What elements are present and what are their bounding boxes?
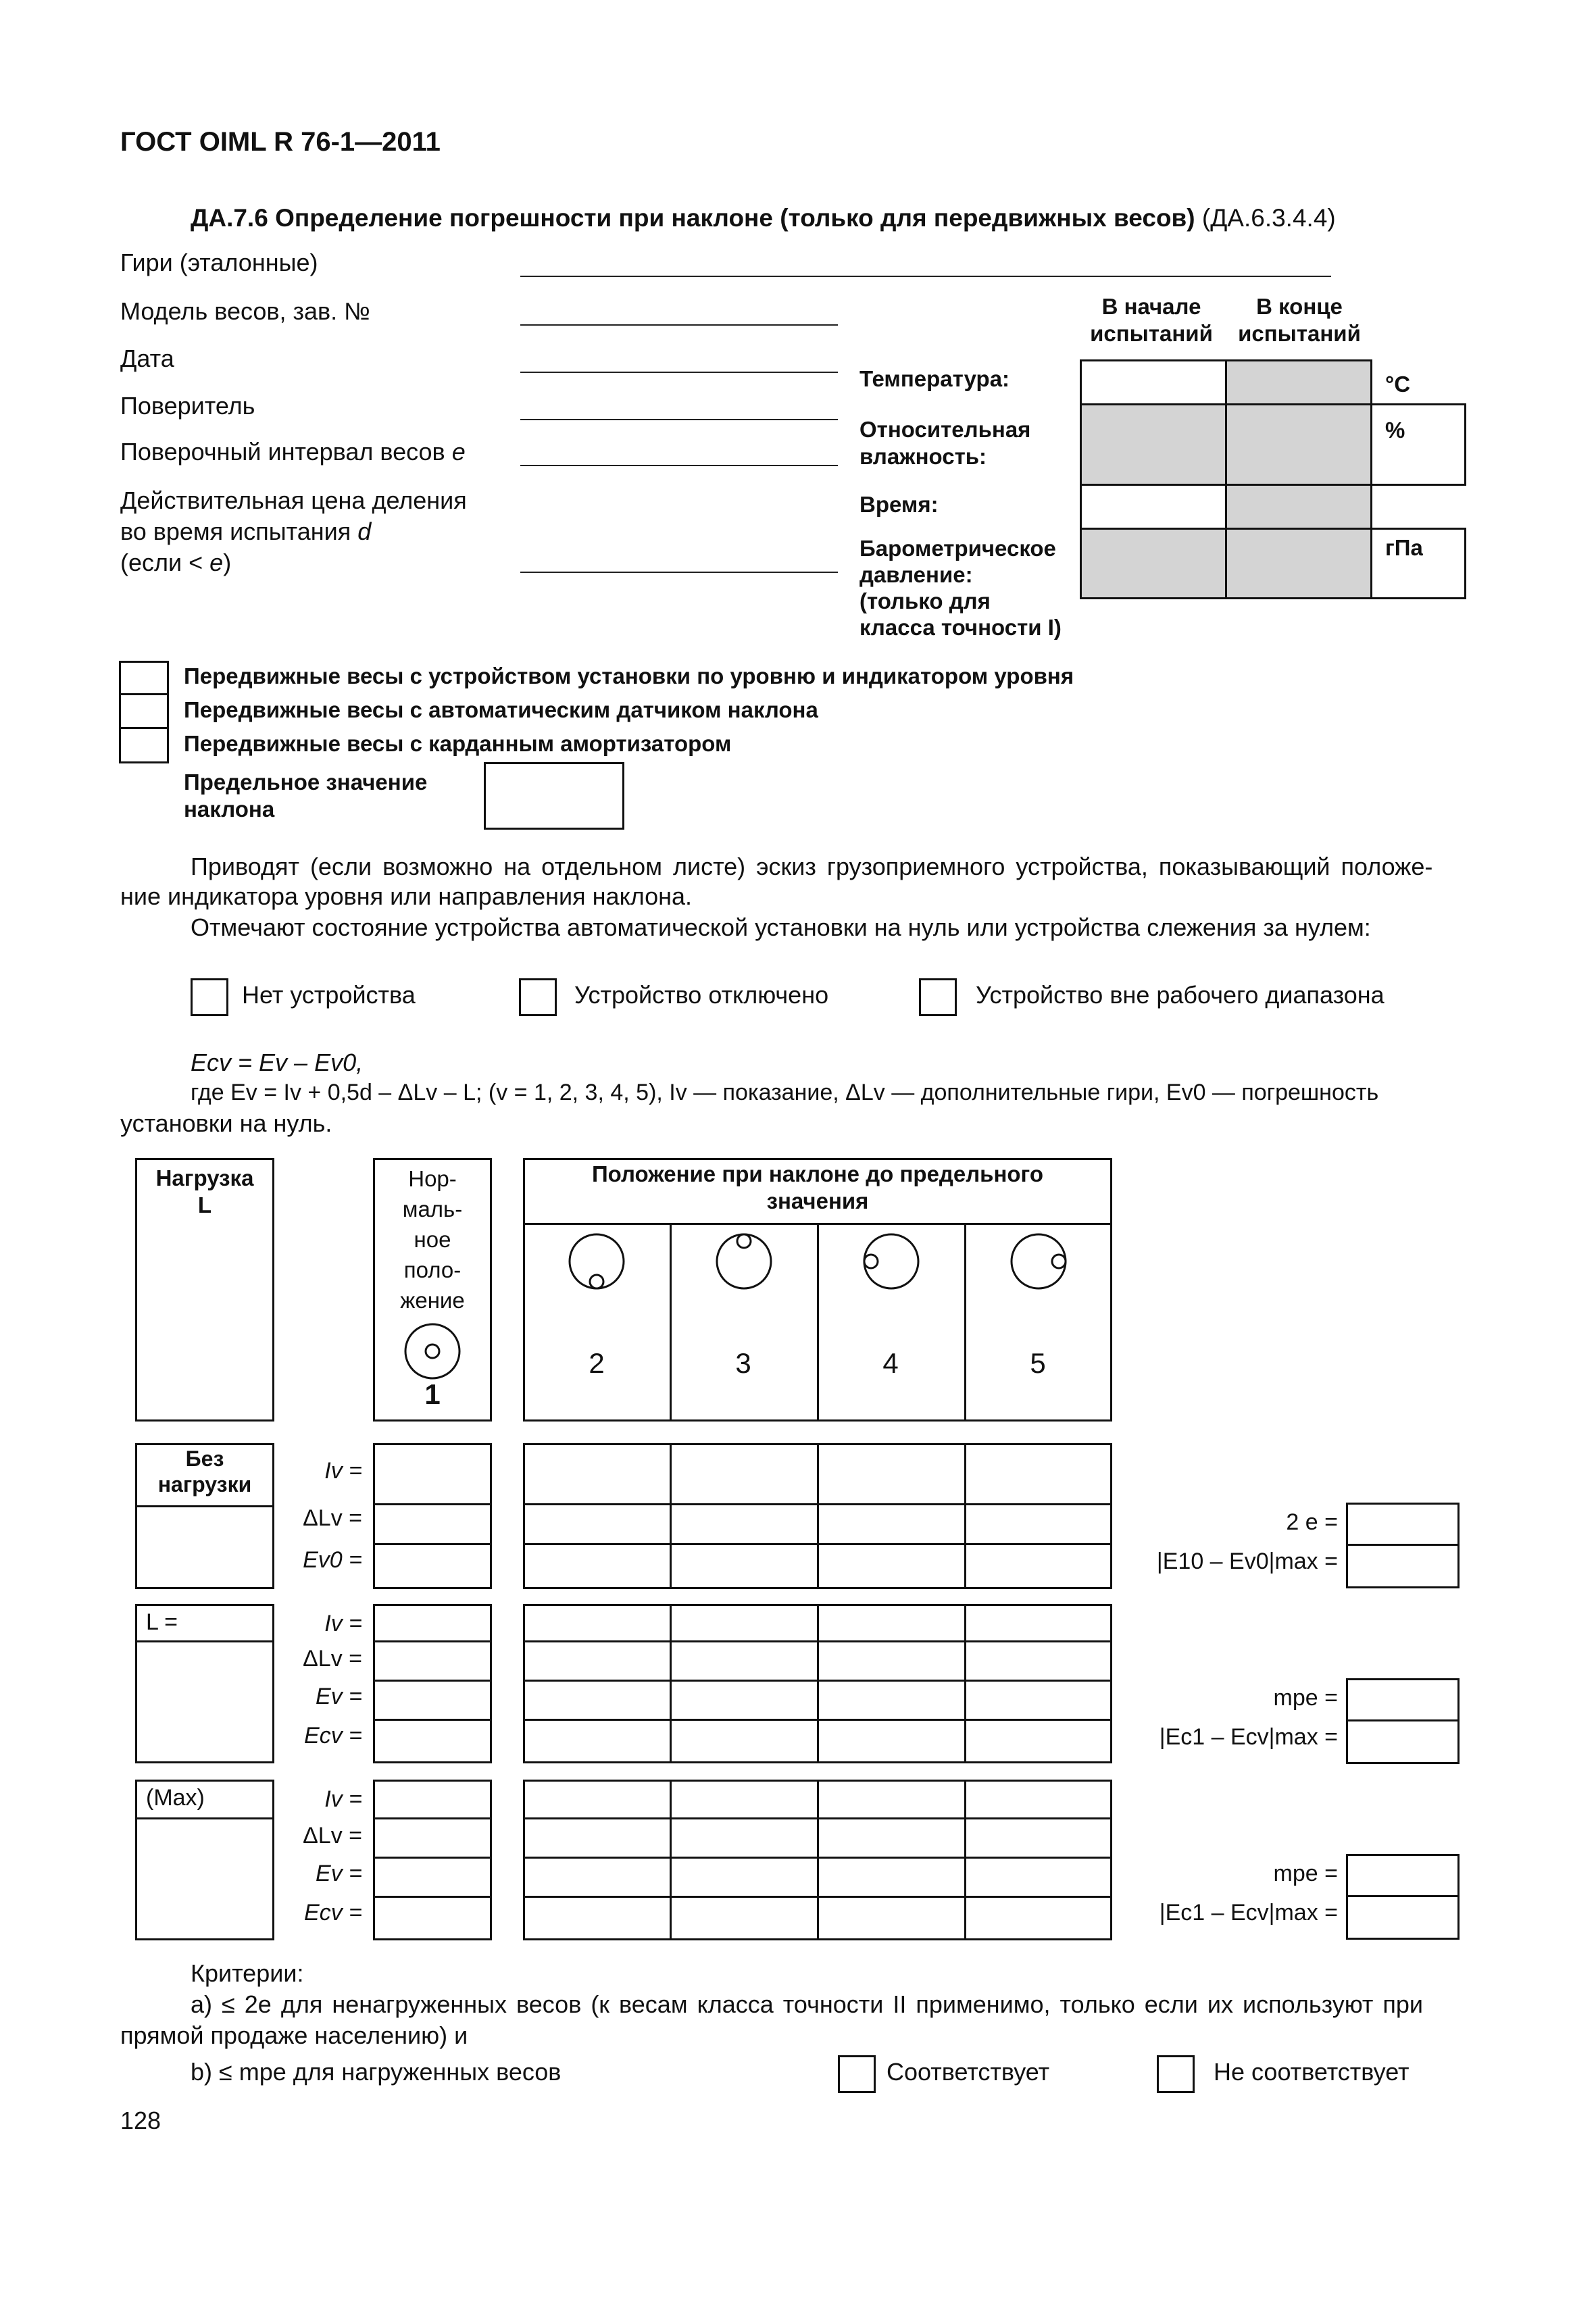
row-label-ecv: Ecv = — [304, 1723, 362, 1749]
time-label: Время: — [859, 492, 939, 517]
col-end-line2: испытаний — [1238, 321, 1361, 346]
actual-division-field[interactable] — [520, 572, 838, 573]
mpe-label: mpe = — [1273, 1685, 1338, 1711]
actual-division-line2 — [120, 516, 467, 547]
load-header-line1: Нагрузка — [155, 1165, 254, 1190]
criteria-a-line2: прямой продаже населению) и — [120, 2021, 468, 2049]
date-field[interactable] — [520, 372, 838, 373]
interval-label-text: Поверочный интервал весов — [120, 438, 445, 466]
model-label: Модель весов, зав. № — [120, 297, 370, 325]
normal-position-number: 1 — [424, 1378, 441, 1410]
grid-row-divider — [373, 1640, 492, 1642]
level-tilt-left-icon — [861, 1231, 922, 1292]
normal-position-line: ное — [414, 1227, 451, 1252]
row-label-iv: Iv = — [324, 1611, 362, 1636]
verifier-label: Поверитель — [120, 392, 255, 420]
fail-checkbox[interactable] — [1157, 2055, 1195, 2093]
interval-label — [120, 438, 466, 466]
load-block-divider — [135, 1640, 274, 1642]
col-start-line2: испытаний — [1090, 321, 1213, 346]
temperature-label: Температура: — [859, 366, 1010, 391]
actual-division-line3 — [120, 547, 467, 578]
no-load-divider — [135, 1505, 274, 1507]
grid-col-divider — [670, 1604, 672, 1763]
no-device-checkbox[interactable] — [191, 978, 228, 1016]
grid-row-divider — [373, 1680, 492, 1682]
pressure-label — [859, 535, 1062, 640]
pressure-line2: давление: — [859, 562, 973, 587]
limit-value-line2: наклона — [184, 797, 275, 822]
tilt-header-line2: значения — [766, 1188, 869, 1213]
pressure-line1: Барометрическое — [859, 536, 1056, 561]
actual-division-line3-suffix: ) — [223, 549, 232, 576]
document-code: ГОСТ OIML R 76-1—2011 — [120, 127, 441, 157]
paragraph-sketch-line1: Приводят (если возможно на отдельном листе) эскиз грузоприемного устройства, показывающий положе- — [191, 853, 1433, 880]
formula-line3: установки на нуль. — [120, 1109, 332, 1137]
scale-type-checkbox-cardan[interactable] — [119, 728, 169, 762]
grid-col-divider — [964, 1604, 966, 1763]
grid-row-divider — [373, 1857, 492, 1859]
row-label-iv: Iv = — [324, 1458, 362, 1484]
row-label-dlv: ΔLv = — [303, 1505, 362, 1531]
formula-line1: Ecv = Ev – Ev0, — [191, 1049, 364, 1076]
row-label-ev: Ev = — [316, 1861, 362, 1886]
humidity-label — [859, 416, 1030, 470]
grid-col-divider — [817, 1780, 819, 1940]
load-block-label: L = — [146, 1609, 178, 1635]
humidity-start-field[interactable] — [1080, 403, 1227, 486]
tilt-position-number: 5 — [1030, 1347, 1046, 1379]
criteria-a-line1: a) ≤ 2e для ненагруженных весов (к весам класса точности II применимо, только если их используют при — [191, 1990, 1424, 2018]
weights-label: Гири (эталонные) — [120, 249, 318, 276]
pressure-unit: гПа — [1385, 535, 1423, 560]
temperature-unit: °С — [1385, 372, 1411, 397]
pass-label: Соответствует — [887, 2058, 1050, 2086]
ec1-max-field[interactable] — [1346, 1719, 1460, 1764]
normal-position-line: поло- — [403, 1257, 462, 1282]
device-off-label: Устройство отключено — [574, 981, 829, 1009]
scale-type-checkbox-auto-sensor[interactable] — [119, 695, 169, 728]
paragraph-zero-device: Отмечают состояние устройства автоматической установки на нуль или устройства слежения за нулем: — [191, 913, 1371, 941]
no-load-line2: нагрузки — [157, 1472, 252, 1496]
normal-position-line: маль- — [402, 1197, 463, 1222]
two-e-field[interactable] — [1346, 1503, 1460, 1546]
grid-col-divider — [964, 1443, 966, 1589]
ec1-max-label: |Ec1 – Ecv|max = — [1159, 1900, 1338, 1926]
limit-value-field[interactable] — [484, 762, 624, 830]
ec1-max-field[interactable] — [1346, 1895, 1460, 1940]
load-header — [135, 1165, 274, 1219]
actual-division-label — [120, 485, 467, 578]
no-load-label — [135, 1446, 274, 1497]
row-label-ecv: Ecv = — [304, 1900, 362, 1926]
tilt-header-line1: Положение при наклоне до предельного — [591, 1161, 1044, 1186]
no-load-iv-normal[interactable] — [373, 1443, 492, 1505]
page-number: 128 — [120, 2107, 161, 2134]
time-start-field[interactable] — [1080, 484, 1227, 530]
row-label-dlv: ΔLv = — [303, 1823, 362, 1848]
verifier-field[interactable] — [520, 419, 838, 420]
actual-division-line1: Действительная цена деления — [120, 486, 467, 514]
paragraph-sketch-line2: ние индикатора уровня или направления наклона. — [120, 882, 693, 910]
normal-position-line: Нор- — [408, 1166, 457, 1191]
load-normal-grid — [373, 1604, 492, 1763]
interval-label-var: e — [451, 438, 466, 466]
limit-value-line1: Предельное значение — [184, 770, 428, 795]
tilt-col-divider — [964, 1223, 966, 1422]
tilt-col-divider — [817, 1223, 819, 1422]
grid-row-divider — [373, 1817, 492, 1819]
pass-checkbox[interactable] — [838, 2055, 876, 2093]
no-device-label: Нет устройства — [242, 981, 416, 1009]
out-of-range-checkbox[interactable] — [919, 978, 957, 1016]
e10-max-field[interactable] — [1346, 1544, 1460, 1588]
actual-division-line3-text: (если < — [120, 549, 203, 576]
scale-type-checkbox-level-indicator[interactable] — [119, 661, 169, 695]
date-label: Дата — [120, 345, 174, 372]
max-block-divider — [135, 1817, 274, 1819]
device-off-checkbox[interactable] — [519, 978, 557, 1016]
mpe-field[interactable] — [1346, 1854, 1460, 1897]
col-start-line1: В начале — [1101, 294, 1201, 319]
tilt-position-number: 3 — [735, 1347, 751, 1379]
limit-value-label — [184, 769, 427, 823]
mpe-label: mpe = — [1273, 1861, 1338, 1886]
scale-type-label: Передвижные весы с автоматическим датчиком наклона — [184, 697, 818, 722]
interval-field[interactable] — [520, 465, 838, 466]
level-tilt-up-icon — [714, 1231, 774, 1292]
out-of-range-label: Устройство вне рабочего диапазона — [976, 981, 1385, 1009]
section-title-text: ДА.7.6 Определение погрешности при наклоне (только для передвижных весов) — [191, 204, 1195, 232]
row-label-dlv: ΔLv = — [303, 1646, 362, 1671]
humidity-unit-cell — [1370, 403, 1466, 486]
time-end-field[interactable] — [1225, 484, 1372, 530]
temperature-start-field[interactable] — [1080, 359, 1227, 405]
level-tilt-down-icon — [566, 1231, 627, 1292]
level-tilt-right-icon — [1008, 1231, 1069, 1292]
pressure-line3: (только для — [859, 588, 991, 613]
level-centered-icon — [403, 1322, 462, 1381]
grid-col-divider — [670, 1443, 672, 1589]
grid-col-divider — [817, 1604, 819, 1763]
grid-col-divider — [670, 1780, 672, 1940]
scale-type-label: Передвижные весы с устройством установки по уровню и индикатором уровня — [184, 663, 1074, 688]
normal-position-line: жение — [400, 1288, 465, 1313]
actual-division-line2-text: во время испытания — [120, 518, 351, 545]
row-label-iv: Iv = — [324, 1786, 362, 1812]
tilt-position-number: 2 — [589, 1347, 605, 1379]
pressure-line4: класса точности I) — [859, 615, 1062, 640]
formula-line2: где Ev = Iv + 0,5d – ΔLv – L; (v = 1, 2, 3, 4, 5), Iv — показание, ΔLv — дополнительные гири, Ev0 — погрешность — [191, 1080, 1379, 1105]
two-e-label: 2 e = — [1286, 1509, 1338, 1535]
fail-label: Не соответствует — [1214, 2058, 1410, 2086]
grid-col-divider — [817, 1443, 819, 1589]
max-block-label: (Max) — [146, 1785, 205, 1811]
e10-max-label: |E10 – Ev0|max = — [1156, 1549, 1338, 1574]
humidity-line2: влажность: — [859, 444, 987, 469]
humidity-line1: Относительная — [859, 417, 1031, 442]
section-title — [191, 204, 1336, 232]
col-start-header — [1084, 293, 1219, 347]
criteria-b: b) ≤ mpe для нагруженных весов — [191, 2058, 562, 2086]
max-normal-grid — [373, 1780, 492, 1940]
tilt-header — [523, 1161, 1112, 1215]
tilt-col-divider — [670, 1223, 672, 1422]
row-label-ev0: Ev0 = — [303, 1547, 362, 1573]
no-load-ev0-normal[interactable] — [373, 1543, 492, 1589]
grid-row-divider — [373, 1896, 492, 1898]
humidity-end-field[interactable] — [1225, 403, 1372, 486]
pressure-end-field[interactable] — [1225, 528, 1372, 599]
actual-division-line2-var: d — [357, 518, 372, 545]
scale-type-label: Передвижные весы с карданным амортизатором — [184, 731, 732, 756]
model-field[interactable] — [520, 324, 838, 326]
normal-position-header — [373, 1163, 492, 1315]
section-reference: (ДА.6.3.4.4) — [1201, 204, 1336, 232]
ec1-max-label: |Ec1 – Ecv|max = — [1159, 1724, 1338, 1750]
weights-field[interactable] — [520, 276, 1331, 277]
mpe-field[interactable] — [1346, 1678, 1460, 1721]
tilt-position-number: 4 — [882, 1347, 899, 1379]
col-end-header — [1228, 293, 1370, 347]
no-load-dlv-normal[interactable] — [373, 1503, 492, 1545]
actual-division-line3-var: e — [209, 549, 224, 576]
grid-col-divider — [964, 1780, 966, 1940]
no-load-line1: Без — [185, 1447, 224, 1471]
grid-row-divider — [373, 1719, 492, 1721]
temperature-end-field[interactable] — [1225, 359, 1372, 405]
load-header-line2: L — [197, 1192, 212, 1217]
row-label-ev: Ev = — [316, 1684, 362, 1709]
pressure-start-field[interactable] — [1080, 528, 1227, 599]
col-end-line1: В конце — [1256, 294, 1343, 319]
humidity-unit: % — [1385, 418, 1405, 443]
criteria-title: Критерии: — [191, 1959, 304, 1987]
